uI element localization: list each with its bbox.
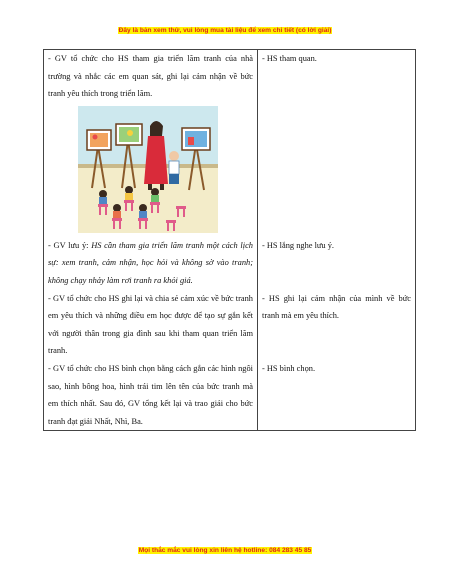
teacher-activity-cell [44, 237, 258, 290]
table-row [44, 237, 416, 290]
teacher-activity-text: - GV tổ chức cho HS tham gia triển lãm tranh của nhà trường và nhắc các em quan sát, ghi lại cảm nhận về bức tranh yêu thích trong triển lãm. [48, 54, 253, 99]
contact-banner [0, 547, 450, 554]
exhibition-illustration [78, 106, 218, 233]
student-activity-cell [258, 237, 416, 290]
contact-banner-text: Mọi thắc mắc vui lòng xin liên hệ hotline: 084 283 45 85 [138, 547, 312, 554]
teacher-activity-text: - GV tổ chức cho HS bình chọn bằng cách gắn các hình ngôi sao, hình bông hoa, hình trái tim lên tên của bức tranh mà em thích nhất. Sau đó, GV tổng kết lại và trao giải cho bức tranh đạt giải Nhất, Nhì, Ba. [48, 363, 253, 426]
teacher-activity-text: - GV tổ chức cho HS ghi lại và chia sẻ cảm xúc về bức tranh em yêu thích và những điều em học được để tạo sự gắn kết với người thân trong gia đình sau khi tham quan triển lãm tranh. [48, 293, 253, 356]
preview-banner-text: Đây là bản xem thử, vui lòng mua tài liệu để xem chi tiết (có lời giải) [118, 27, 332, 34]
student-activity-cell [258, 290, 416, 360]
table-row [44, 360, 416, 431]
student-activity-text: - HS tham quan. [262, 54, 317, 63]
teacher-activity-cell [44, 360, 258, 431]
student-activity-text: - HS ghi lại cảm nhận của mình về bức tranh mà em yêu thích. [262, 293, 411, 321]
preview-banner [0, 27, 450, 34]
teacher-note-prefix: - GV lưu ý: [48, 240, 92, 250]
teacher-activity-cell [44, 50, 258, 237]
table-row [44, 50, 416, 237]
student-activity-cell [258, 360, 416, 431]
teacher-note-italic: HS cần tham gia triển lãm tranh một cách lịch sự: xem tranh, cảm nhận, học hỏi và không sờ vào tranh; không chạy nhảy làm rơi tranh ra khỏi giá. [48, 240, 253, 285]
student-activity-cell [258, 50, 416, 237]
table-row [44, 290, 416, 360]
lesson-table [43, 49, 416, 431]
teacher-activity-cell [44, 290, 258, 360]
student-activity-text: - HS lắng nghe lưu ý. [262, 240, 334, 250]
student-activity-text: - HS bình chọn. [262, 363, 316, 373]
